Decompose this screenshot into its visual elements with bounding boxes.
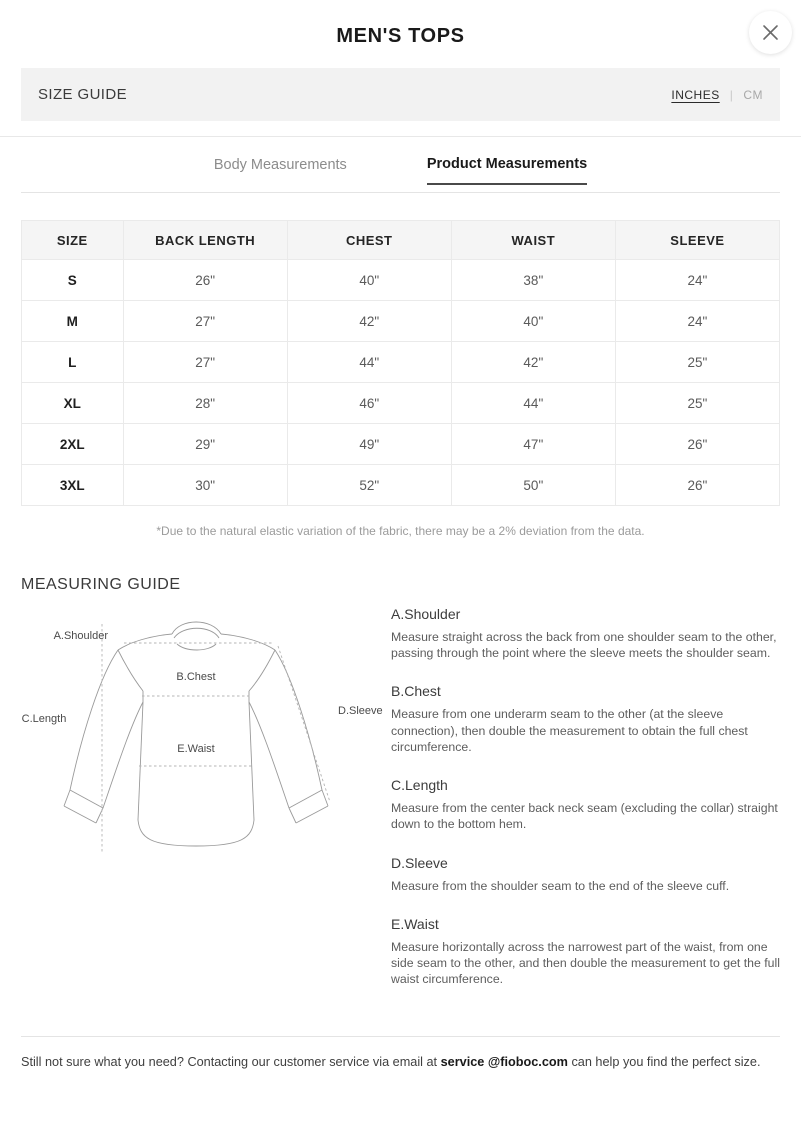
description-title: D.Sleeve xyxy=(391,854,448,871)
close-button[interactable] xyxy=(749,11,792,54)
table-disclaimer: *Due to the natural elastic variation of the fabric, there may be a 2% deviation from the data. xyxy=(156,524,645,538)
cell-back-length: 27" xyxy=(123,301,287,342)
unit-inches-option[interactable]: INCHES xyxy=(671,87,720,102)
cell-size: XL xyxy=(22,383,124,424)
cell-sleeve: 26" xyxy=(615,465,779,506)
modal-header xyxy=(0,0,801,68)
cell-size: S xyxy=(22,260,124,301)
cell-size: 2XL xyxy=(22,424,124,465)
footer-help-text xyxy=(21,1055,780,1069)
cell-chest: 49" xyxy=(287,424,451,465)
table-row xyxy=(22,342,780,383)
cell-waist: 44" xyxy=(451,383,615,424)
description-text: Measure horizontally across the narrowest part of the waist, from one side seam to the other, and then double the measurement to get the full waist circumference. xyxy=(391,939,780,987)
cell-waist: 38" xyxy=(451,260,615,301)
cell-waist: 47" xyxy=(451,424,615,465)
column-header-waist: WAIST xyxy=(451,221,615,260)
cell-size: M xyxy=(22,301,124,342)
cell-sleeve: 24" xyxy=(615,301,779,342)
footer-text-after: can help you find the perfect size. xyxy=(567,1055,761,1069)
cell-back-length: 26" xyxy=(123,260,287,301)
tabs-divider xyxy=(21,192,780,193)
description-title: A.Shoulder xyxy=(391,606,461,622)
description-text: Measure from the center back neck seam (excluding the collar) straight down to the bottom hem. xyxy=(391,801,778,832)
table-row xyxy=(22,424,780,465)
column-header-back-length: BACK LENGTH xyxy=(123,221,287,260)
cell-back-length: 30" xyxy=(123,465,287,506)
table-row xyxy=(22,383,780,424)
sweatshirt-diagram-icon xyxy=(0,594,390,964)
support-email[interactable]: service @fioboc.com xyxy=(440,1055,568,1069)
cell-back-length: 27" xyxy=(123,342,287,383)
unit-separator: | xyxy=(729,87,734,102)
cell-sleeve: 25" xyxy=(615,342,779,383)
cell-size: L xyxy=(22,342,124,383)
description-title: C.Length xyxy=(391,777,448,794)
cell-back-length: 29" xyxy=(123,424,287,465)
table-row xyxy=(22,260,780,301)
size-table-wrapper xyxy=(21,220,780,538)
footer-divider xyxy=(21,1036,780,1037)
tab-product-measurements[interactable]: Product Measurements xyxy=(427,156,587,185)
measurement-tabs xyxy=(21,137,780,193)
page-title: MEN'S TOPS xyxy=(336,25,465,47)
size-table xyxy=(21,220,780,506)
description-text: Measure straight across the back from one shoulder seam to the other, passing through the point where the sleeve meets the shoulder seam. xyxy=(391,630,777,661)
unit-toggle xyxy=(671,88,763,102)
column-header-sleeve: SLEEVE xyxy=(615,221,779,260)
column-header-chest: CHEST xyxy=(287,221,451,260)
cell-chest: 52" xyxy=(287,465,451,506)
size-guide-label: SIZE GUIDE xyxy=(38,86,128,103)
diagram-label-shoulder: A.Shoulder xyxy=(53,630,108,642)
size-guide-bar xyxy=(21,68,780,121)
cell-waist: 40" xyxy=(451,301,615,342)
garment-diagram xyxy=(21,594,391,1014)
footer-text-before: Still not sure what you need? Contacting our customer service via email at xyxy=(21,1055,441,1069)
cell-chest: 40" xyxy=(287,260,451,301)
cell-waist: 42" xyxy=(451,342,615,383)
diagram-label-length: C.Length xyxy=(21,713,67,725)
column-header-size: SIZE xyxy=(22,221,124,260)
cell-back-length: 28" xyxy=(123,383,287,424)
cell-sleeve: 24" xyxy=(615,260,779,301)
close-icon xyxy=(762,24,779,41)
measuring-guide-body xyxy=(21,594,780,1014)
description-title: E.Waist xyxy=(391,915,439,932)
description-text: Measure from one underarm seam to the other (at the sleeve connection), then double the measurement to obtain the full chest circumference. xyxy=(391,707,748,754)
cell-size: 3XL xyxy=(22,465,124,506)
description-shoulder xyxy=(391,606,780,661)
measurement-descriptions xyxy=(391,594,780,1014)
description-chest xyxy=(391,683,780,755)
table-row xyxy=(22,301,780,342)
description-text: Measure from the shoulder seam to the end of the sleeve cuff. xyxy=(391,878,730,893)
description-length xyxy=(391,777,780,832)
description-waist xyxy=(391,916,780,988)
table-header-row xyxy=(22,221,780,260)
cell-waist: 50" xyxy=(451,465,615,506)
diagram-label-chest: B.Chest xyxy=(176,671,216,683)
cell-chest: 42" xyxy=(287,301,451,342)
table-row xyxy=(22,465,780,506)
diagram-label-sleeve: D.Sleeve xyxy=(338,705,383,717)
cell-sleeve: 25" xyxy=(615,383,779,424)
cell-chest: 46" xyxy=(287,383,451,424)
description-sleeve xyxy=(391,855,780,894)
unit-cm-option[interactable]: CM xyxy=(743,87,763,102)
tab-body-measurements[interactable]: Body Measurements xyxy=(213,156,347,173)
description-title: B.Chest xyxy=(391,683,441,700)
diagram-label-waist: E.Waist xyxy=(177,743,215,755)
cell-chest: 44" xyxy=(287,342,451,383)
measuring-guide-title: MEASURING GUIDE xyxy=(21,576,181,593)
cell-sleeve: 26" xyxy=(615,424,779,465)
